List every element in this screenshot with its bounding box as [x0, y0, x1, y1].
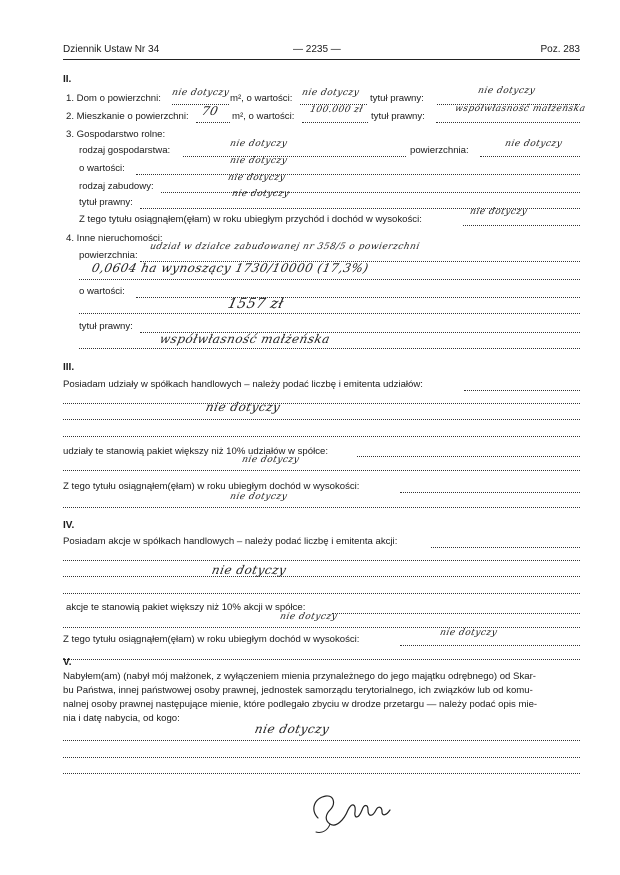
stocks-line-1 — [63, 560, 580, 561]
stocks-label: Posiadam akcje w spółkach handlowych – należy podać liczbę i emitenta akcji: — [63, 536, 398, 547]
farm-value-label: o wartości: — [79, 163, 125, 174]
farm-type-value: nie dotyczy — [228, 139, 289, 149]
stocks-line-3 — [63, 593, 580, 594]
house-area-line — [172, 104, 229, 105]
stocks-pakiet-line-2 — [63, 627, 580, 628]
farm-title-label: tytuł prawny: — [79, 197, 133, 208]
other-value-line-2 — [79, 313, 580, 314]
section-5-line-4: nia i datę nabycia, od kogo: — [63, 713, 180, 724]
stocks-income-line-1 — [400, 645, 580, 646]
flat-title-label: tytuł prawny: — [371, 111, 425, 122]
farm-income-value: nie dotyczy — [468, 207, 529, 217]
other-title-line-2 — [79, 348, 580, 349]
acquisition-value: nie dotyczy — [253, 722, 331, 736]
shares-income-line-1 — [400, 492, 580, 493]
section-5-line-2: bu Państwa, innej państwowej osoby prawnej, jednostek samorządu terytorialnego, ich związków lub od komu- — [63, 685, 533, 696]
shares-line-0 — [464, 390, 580, 391]
flat-area-label: 2. Mieszkanie o powierzchni: — [66, 111, 189, 122]
shares-pakiet-value: nie dotyczy — [240, 455, 301, 465]
stocks-income-value: nie dotyczy — [438, 628, 499, 638]
stocks-income-label: Z tego tytułu osiągnąłem(ęłam) w roku ubiegłym dochód w wysokości: — [63, 634, 360, 645]
flat-title-value: współwłasność małżeńska — [453, 104, 587, 114]
acquisition-line-2 — [63, 757, 580, 758]
flat-value-value: 100.000 zł — [308, 105, 364, 115]
stocks-income-line-2 — [63, 659, 580, 660]
page-number: — 2235 — — [293, 44, 341, 55]
farm-area-value: nie dotyczy — [503, 139, 564, 149]
shares-income-value: nie dotyczy — [228, 492, 289, 502]
farm-build-line — [161, 192, 580, 193]
other-area-value-2: 0,0604 ha wynoszący 1730/10000 (17,3%) — [90, 261, 371, 275]
shares-pakiet-line-2 — [63, 470, 580, 471]
farm-type-label: rodzaj gospodarstwa: — [79, 145, 171, 156]
other-area-label: powierzchnia: — [79, 250, 138, 261]
flat-title-line — [436, 122, 580, 123]
farm-type-line — [183, 156, 406, 157]
house-value-value: nie dotyczy — [300, 88, 361, 98]
farm-build-label: rodzaj zabudowy: — [79, 181, 154, 192]
shares-value: nie dotyczy — [204, 400, 282, 414]
other-value-value: 1557 zł — [226, 296, 286, 312]
stocks-line-0 — [431, 547, 580, 548]
section-5-line-3: nalnej osoby prawnej następujące mienie, które podlegało zbyciu w drodze przetargu — należy podać opis mie- — [63, 699, 538, 710]
section-5-numeral: V. — [63, 657, 72, 668]
farm-value-line — [136, 174, 580, 175]
farm-label: 3. Gospodarstwo rolne: — [66, 129, 166, 140]
other-value-label: o wartości: — [79, 286, 125, 297]
house-title-label: tytuł prawny: — [370, 93, 424, 104]
section-3-numeral: III. — [63, 362, 75, 373]
other-title-label: tytuł prawny: — [79, 321, 133, 332]
flat-area-value: 70 — [200, 104, 220, 118]
flat-value-label: m², o wartości: — [232, 111, 295, 122]
shares-line-1 — [63, 403, 580, 404]
other-property-label: 4. Inne nieruchomości: — [66, 233, 163, 244]
house-area-value: nie dotyczy — [170, 88, 231, 98]
farm-title-value: nie dotyczy — [230, 189, 291, 199]
farm-value-value: nie dotyczy — [228, 156, 289, 166]
section-5-line-1: Nabyłem(am) (nabył mój małżonek, z wyłączeniem mienia przynależnego do jego majątku odrębnego) od Skar- — [63, 671, 536, 682]
shares-income-label: Z tego tytułu osiągnąłem(ęłam) w roku ubiegłym dochód w wysokości: — [63, 481, 360, 492]
shares-income-line-2 — [63, 507, 580, 508]
shares-label: Posiadam udziały w spółkach handlowych – należy podać liczbę i emitenta udziałów: — [63, 379, 423, 390]
shares-pakiet-label: udziały te stanowią pakiet większy niż 10% udziałów w spółce: — [63, 446, 329, 457]
journal-name: Dziennik Ustaw Nr 34 — [63, 44, 160, 55]
house-title-value: nie dotyczy — [476, 86, 537, 96]
header-rule — [63, 59, 580, 60]
shares-pakiet-line-1 — [357, 456, 580, 457]
section-5-text — [63, 670, 580, 726]
flat-area-line — [196, 122, 230, 123]
flat-value-line — [302, 122, 368, 123]
section-4-numeral: IV. — [63, 520, 75, 531]
other-area-line-2 — [79, 279, 580, 280]
house-value-label: m², o wartości: — [230, 93, 293, 104]
acquisition-line-1 — [63, 740, 580, 741]
farm-income-label: Z tego tytułu osiągnąłem(ęłam) w roku ubiegłym przychód i dochód w wysokości: — [79, 214, 422, 225]
shares-line-2 — [63, 419, 580, 420]
acquisition-line-3 — [63, 773, 580, 774]
farm-build-value: nie dotyczy — [226, 173, 287, 183]
farm-area-line — [480, 156, 580, 157]
section-2-numeral: II. — [63, 74, 72, 85]
house-area-label: 1. Dom o powierzchni: — [66, 93, 161, 104]
signature-icon — [300, 780, 410, 840]
stocks-pakiet-value: nie dotyczy — [278, 612, 339, 622]
stocks-pakiet-label: akcje te stanowią pakiet większy niż 10% akcji w spółce: — [66, 602, 306, 613]
farm-income-line — [463, 225, 580, 226]
other-title-value: współwłasność małżeńska — [158, 332, 332, 346]
position-number: Poz. 283 — [540, 44, 580, 55]
shares-line-3 — [63, 436, 580, 437]
other-area-value-1: udział w działce zabudowanej nr 358/5 o powierzchni — [148, 242, 421, 252]
stocks-line-2 — [63, 576, 580, 577]
farm-area-label: powierzchnia: — [410, 145, 469, 156]
stocks-value: nie dotyczy — [210, 563, 288, 577]
other-value-line-1 — [136, 297, 580, 298]
stocks-pakiet-line-1 — [332, 613, 580, 614]
